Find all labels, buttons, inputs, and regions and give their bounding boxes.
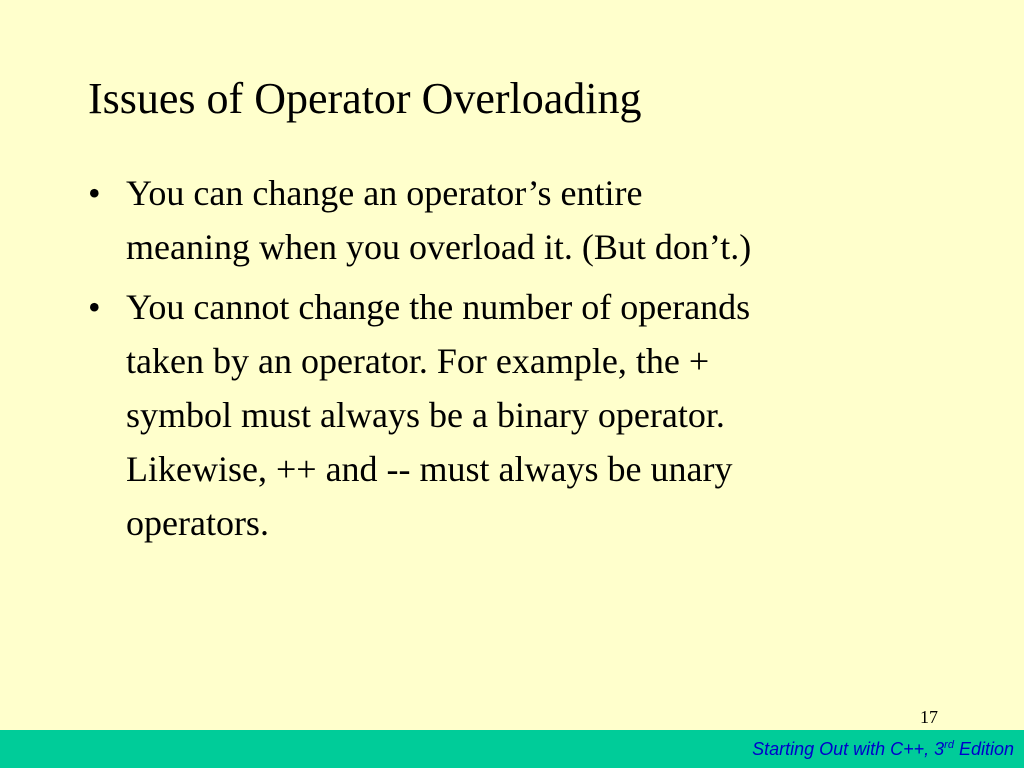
footer-bar xyxy=(0,730,1024,768)
footer-book-title xyxy=(752,738,1014,760)
footer-title-superscript: rd xyxy=(944,739,954,751)
slide-title: Issues of Operator Overloading xyxy=(88,74,642,123)
bullet-2-line-2: taken by an operator. For example, the + xyxy=(126,341,710,381)
bullet-2-line-5: operators. xyxy=(126,503,269,543)
bullet-list xyxy=(88,166,948,550)
bullet-icon: • xyxy=(88,287,101,327)
bullet-icon: • xyxy=(88,173,101,213)
bullet-2-line-4: Likewise, ++ and -- must always be unary xyxy=(126,449,733,489)
page-number: 17 xyxy=(920,707,938,727)
bullet-item-1 xyxy=(88,166,948,274)
bullet-2-line-3: symbol must always be a binary operator. xyxy=(126,395,725,435)
bullet-1-line-2: meaning when you overload it. (But don’t.) xyxy=(126,227,752,267)
bullet-1-line-1: You can change an operator’s entire xyxy=(126,173,643,213)
bullet-2-line-1: You cannot change the number of operands xyxy=(126,287,751,327)
footer-title-end: Edition xyxy=(953,739,1014,759)
bullet-item-2 xyxy=(88,280,948,550)
footer-title-main: Starting Out with C++, 3 xyxy=(752,739,945,759)
